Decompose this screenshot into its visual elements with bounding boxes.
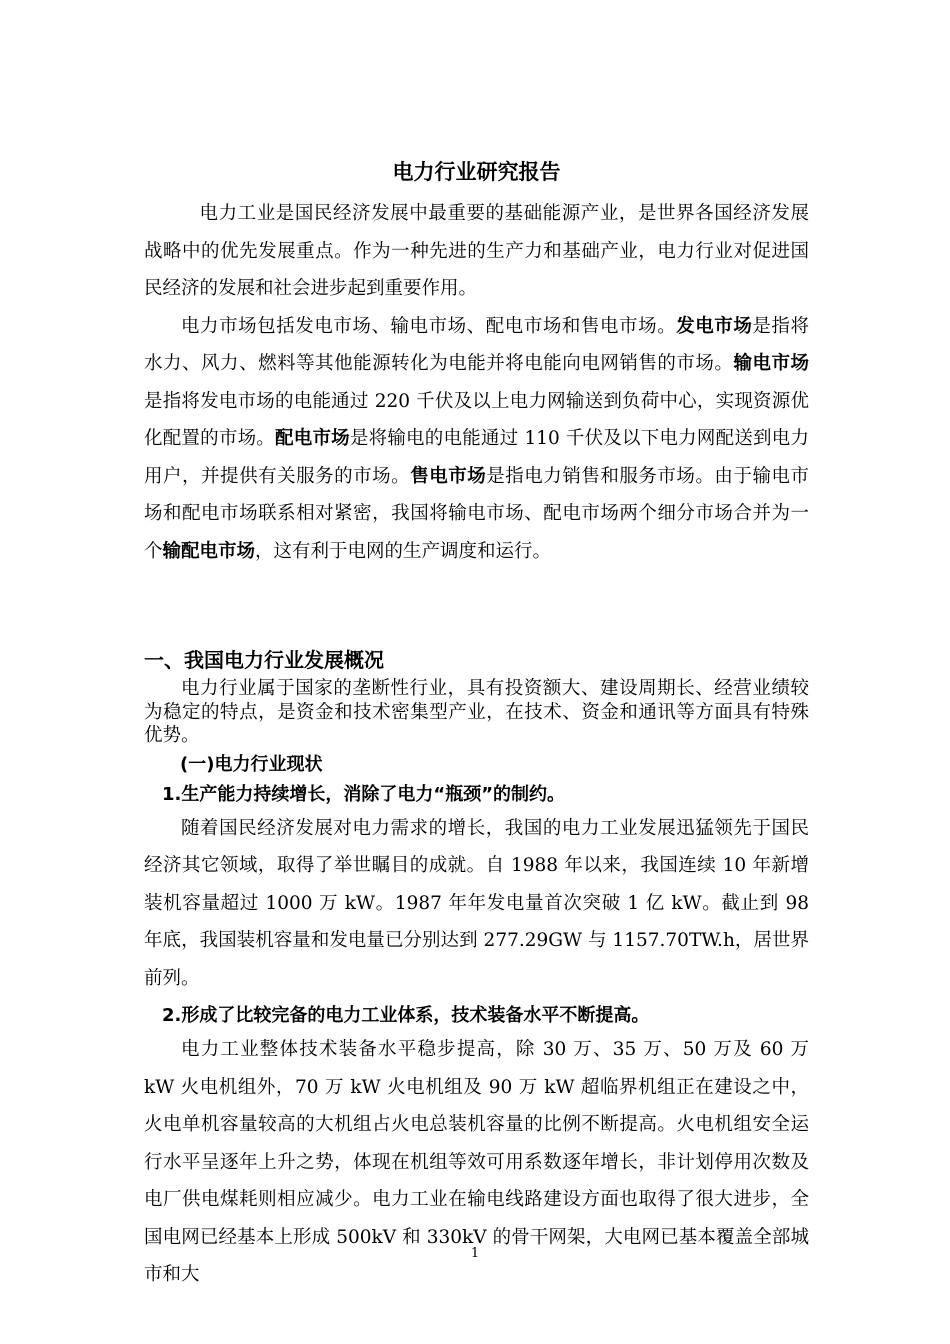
intro-paragraph-1: 电力工业是国民经济发展中最重要的基础能源产业，是世界各国经济发展战略中的优先发展重点。作为一种先进的生产力和基础产业，电力行业对促进国民经济的发展和社会进步起到重要作用。 [144,203,809,299]
item-paragraph-2: 电力工业整体技术装备水平稳步提高，除 30 万、35 万、50 万及 60 万 kW 火电机组外，70 万 kW 火电机组及 90 万 kW 超临界机组正在建设之中，火电单机容量较高的大机组占火电总装机容量的比例不断提高。火电机组安全运行水平呈逐年上升之势，体现在机组等效可用系数逐年增长，非计划停用次数及电厂供电煤耗则相应减少。电力工业在输电线路建设方面也取得了很大进步，全国电网已经基本上形成 500kV 和 330kV 的骨干网架，大电网已基本覆盖全部城市和大 [144,1039,809,1285]
item-heading-1: 1.生产能力持续增长，消除了电力“瓶颈”的制约。 [162,783,566,805]
term-retail-market: 售电市场 [410,465,487,487]
text-run: ，这有利于电网的生产调度和运行。 [255,540,552,562]
term-transmission-distribution-market: 输配电市场 [162,540,256,562]
text-run: 是指将水力、风力、燃料等其他能源转化为电能并将电能向电网销售的市场。 [144,315,809,374]
spacer [144,570,809,645]
section-paragraph: 电力行业属于国家的垄断性行业，具有投资额大、建设周期长、经营业绩较为稳定的特点，是资金和技术密集型产业，在技术、资金和通讯等方面具有特殊优势。 [144,678,809,746]
subsection-heading: (一)电力行业现状 [180,753,323,775]
document-title: 电力行业研究报告 [392,160,561,184]
section-heading: 一、我国电力行业发展概况 [144,648,384,672]
term-transmission-market: 输电市场 [733,353,809,374]
page-number: 1 [470,1246,480,1261]
term-distribution-market: 配电市场 [275,428,350,449]
item-heading-2: 2.形成了比较完备的电力工业体系，技术装备水平不断提高。 [162,1005,650,1026]
text-run: 是指将发电市场的电能通过 220 千伏及以上电力网输送到负荷中心，实现资源优化配置的市场。 [144,390,809,449]
text-run: 电力市场包括发电市场、输电市场、配电市场和售电市场。 [181,315,677,337]
term-generation-market: 发电市场 [676,315,753,337]
text-run: 是将输电的电能通过 110 千伏及以下电力网配送到电力用户，并提供有关服务的市场。 [144,428,809,487]
intro-paragraph-2 [144,308,809,571]
text-run: 是指电力销售和服务市场。由于输电市场和配电市场联系相对紧密，我国将输电市场、配电市场两个细分市场合并为一个 [144,465,809,562]
item-paragraph-1: 随着国民经济发展对电力需求的增长，我国的电力工业发展迅猛领先于国民经济其它领域，取得了举世瞩目的成就。自 1988 年以来，我国连续 10 年新增装机容量超过 1000 万 kW。1987 年年发电量首次突破 1 亿 kW。截止到 98 年底，我国装机容量和发电量已分别达到 277.29GW 与 1157.70TW.h，居世界前列。 [144,817,809,989]
document-body [144,155,809,1294]
